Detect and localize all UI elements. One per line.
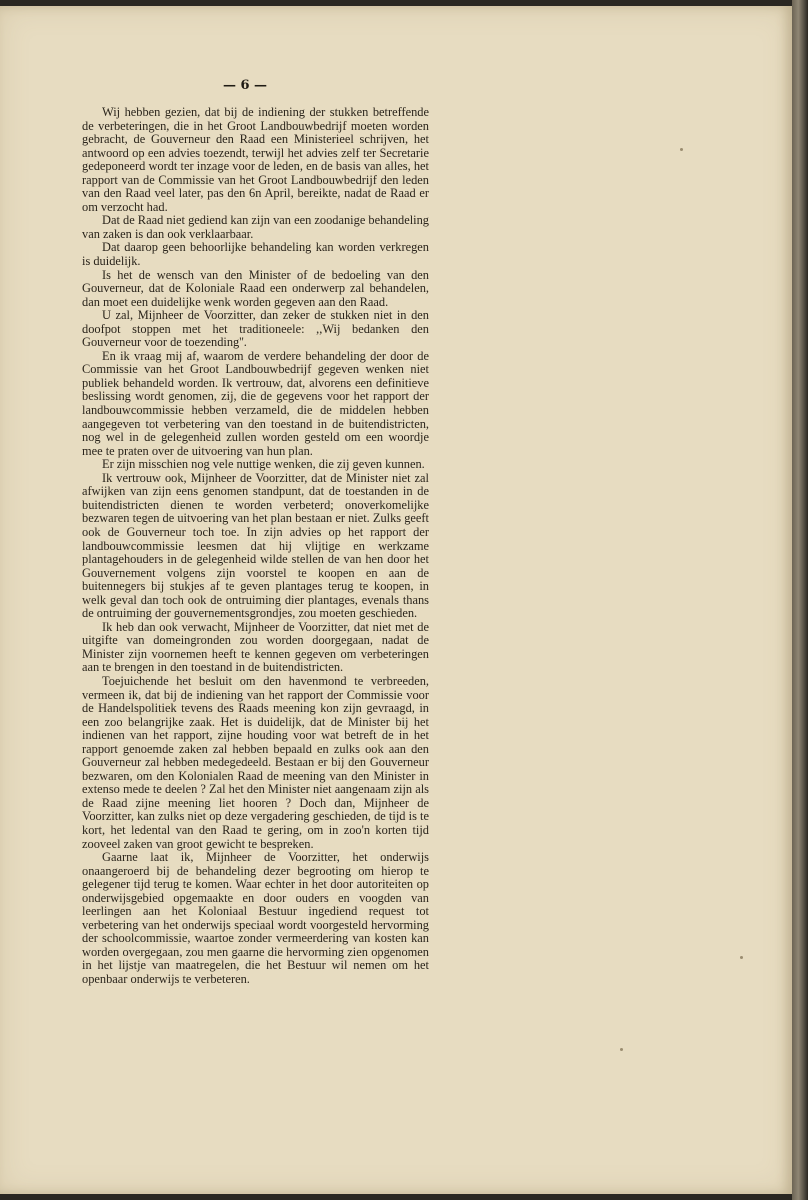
paper-speck [740, 956, 743, 959]
paragraph: En ik vraag mij af, waarom de verdere behandeling der door de Commissie van het Groot Landbouwbedrijf gegeven wenken niet publiek behandeld worden. Ik vertrouw, dat, alvorens een definitieve beslissing wordt genomen, zij, die de gegevens voor het rapport der landbouwcommissie hebben verzameld, die de middelen hebben aangegeven tot verbetering van den toestand in de buitendistricten, nog wel in de gelegenheid zullen worden gesteld om een woordje mee te praten over de uitvoering van hun plan. [82, 348, 429, 458]
page-number: — 6 — [222, 78, 268, 93]
paragraph: U zal, Mijnheer de Voorzitter, dan zeker de stukken niet in den doofpot stoppen met het traditioneele: ,,Wij bedanken den Gouverneur voor de toezending''. [82, 308, 429, 350]
paragraph: Ik heb dan ook verwacht, Mijnheer de Voorzitter, dat niet met de uitgifte van domeingronden zou worden doorgegaan, nadat de Minister zijn voornemen heeft te kennen gegeven om verbeteringen aan te brengen in den toestand in de buitendistricten. [82, 619, 429, 675]
paragraph: Dat daarop geen behoorlijke behandeling kan worden verkregen is duidelijk. [82, 240, 429, 269]
paragraph: Is het de wensch van den Minister of de bedoeling van den Gouverneur, dat de Koloniale Raad een onderwerp zal behandelen, dan moet een duidelijke wenk worden gegeven aan den Raad. [82, 267, 429, 309]
paragraph: Dat de Raad niet gediend kan zijn van een zoodanige behandeling van zaken is dan ook verklaarbaar. [82, 213, 429, 241]
paper-speck [620, 1048, 623, 1051]
document-page [0, 6, 792, 1194]
paragraph: Wij hebben gezien, dat bij de indiening der stukken betreffende de verbeteringen, die in het Groot Landbouwbedrijf moeten worden gebracht, de Gouverneur den Raad een Ministerieel schrijven, het antwoord op een advies toezendt, terwijl het advies zelf ter Secretarie gedeponeerd wordt ter inzage voor de leden, en de basis van alles, het rapport van de Commissie van het Groot Landbouwbedrijf den leden van den Raad veel later, pas den 6n April, bereikte, nadat de Raad er om verzocht had. [82, 105, 429, 214]
paragraph: Ik vertrouw ook, Mijnheer de Voorzitter, dat de Minister niet zal afwijken van zijn eens genomen standpunt, dat de toestanden in de buitendistricten dienen te worden verbeterd; onoverkomelijke bezwaren tegen de uitvoering van het plan bestaan er niet. Zulks geeft ook de Gouverneur toch toe. In zijn advies op het rapport der landbouwcommissie leesmen dat hij vlijtige en werkzame plantagehouders in de gelegenheid wilde stellen de van hen door het Gouvernement volgens zijn voorstel te koopen en aan de buitennegers bij stukjes af te geven plantages terug te koopen, in welk geval dan toch ook de ontruiming dier plantages, evenals thans de ontruiming der gouvernementsgrondjes, zou moeten geschieden. [82, 470, 429, 621]
paragraph: Gaarne laat ik, Mijnheer de Voorzitter, het onderwijs onaangeroerd bij de behandeling dezer begrooting om hierop te gelegener tijd terug te komen. Waar echter in het door autoriteiten op onderwijsgebied opgemaakte en door ouders en voogden van leerlingen aan het Koloniaal Bestuur ingediend request tot verbetering van het onderwijs speciaal wordt voorgesteld hervorming der schoolcommissie, waartoe zonder vermeerdering van kosten kan worden overgegaan, zou men gaarne die hervorming zien opgenomen in het lijstje van maatregelen, die het Bestuur wil nemen om het openbaar onderwijs te verbeteren. [82, 850, 429, 986]
page-edge [792, 0, 808, 1200]
paragraph: Toejuichende het besluit om den havenmond te verbreeden, vermeen ik, dat bij de indiening van het rapport der Commissie voor de Handelspolitiek tevens des Raads meening kon zijn gevraagd, in een zoo belangrijke zaak. Het is duidelijk, dat de Minister bij het indienen van het rapport, zijne houding voor wat betreft de in het rapport genoemde zaken zal hebben bepaald en zulks ook aan den Gouverneur zal hebben medegedeeld. Bestaan er bij den Gouverneur bezwaren, om den Kolonialen Raad de meening van den Minister in extenso mede te deelen ? Zal het den Minister niet aangenaam zijn als de Raad zijne meening liet hooren ? Doch dan, Mijnheer de Voorzitter, kan zulks niet op deze vergadering geschieden, de tijd is te kort, het ledental van den Raad te gering, om in zoo'n korten tijd zooveel zaken van groot gewicht te bespreken. [82, 673, 429, 851]
body-text [82, 106, 429, 987]
paper-speck [680, 148, 683, 151]
paragraph: Er zijn misschien nog vele nuttige wenken, die zij geven kunnen. [102, 457, 425, 472]
